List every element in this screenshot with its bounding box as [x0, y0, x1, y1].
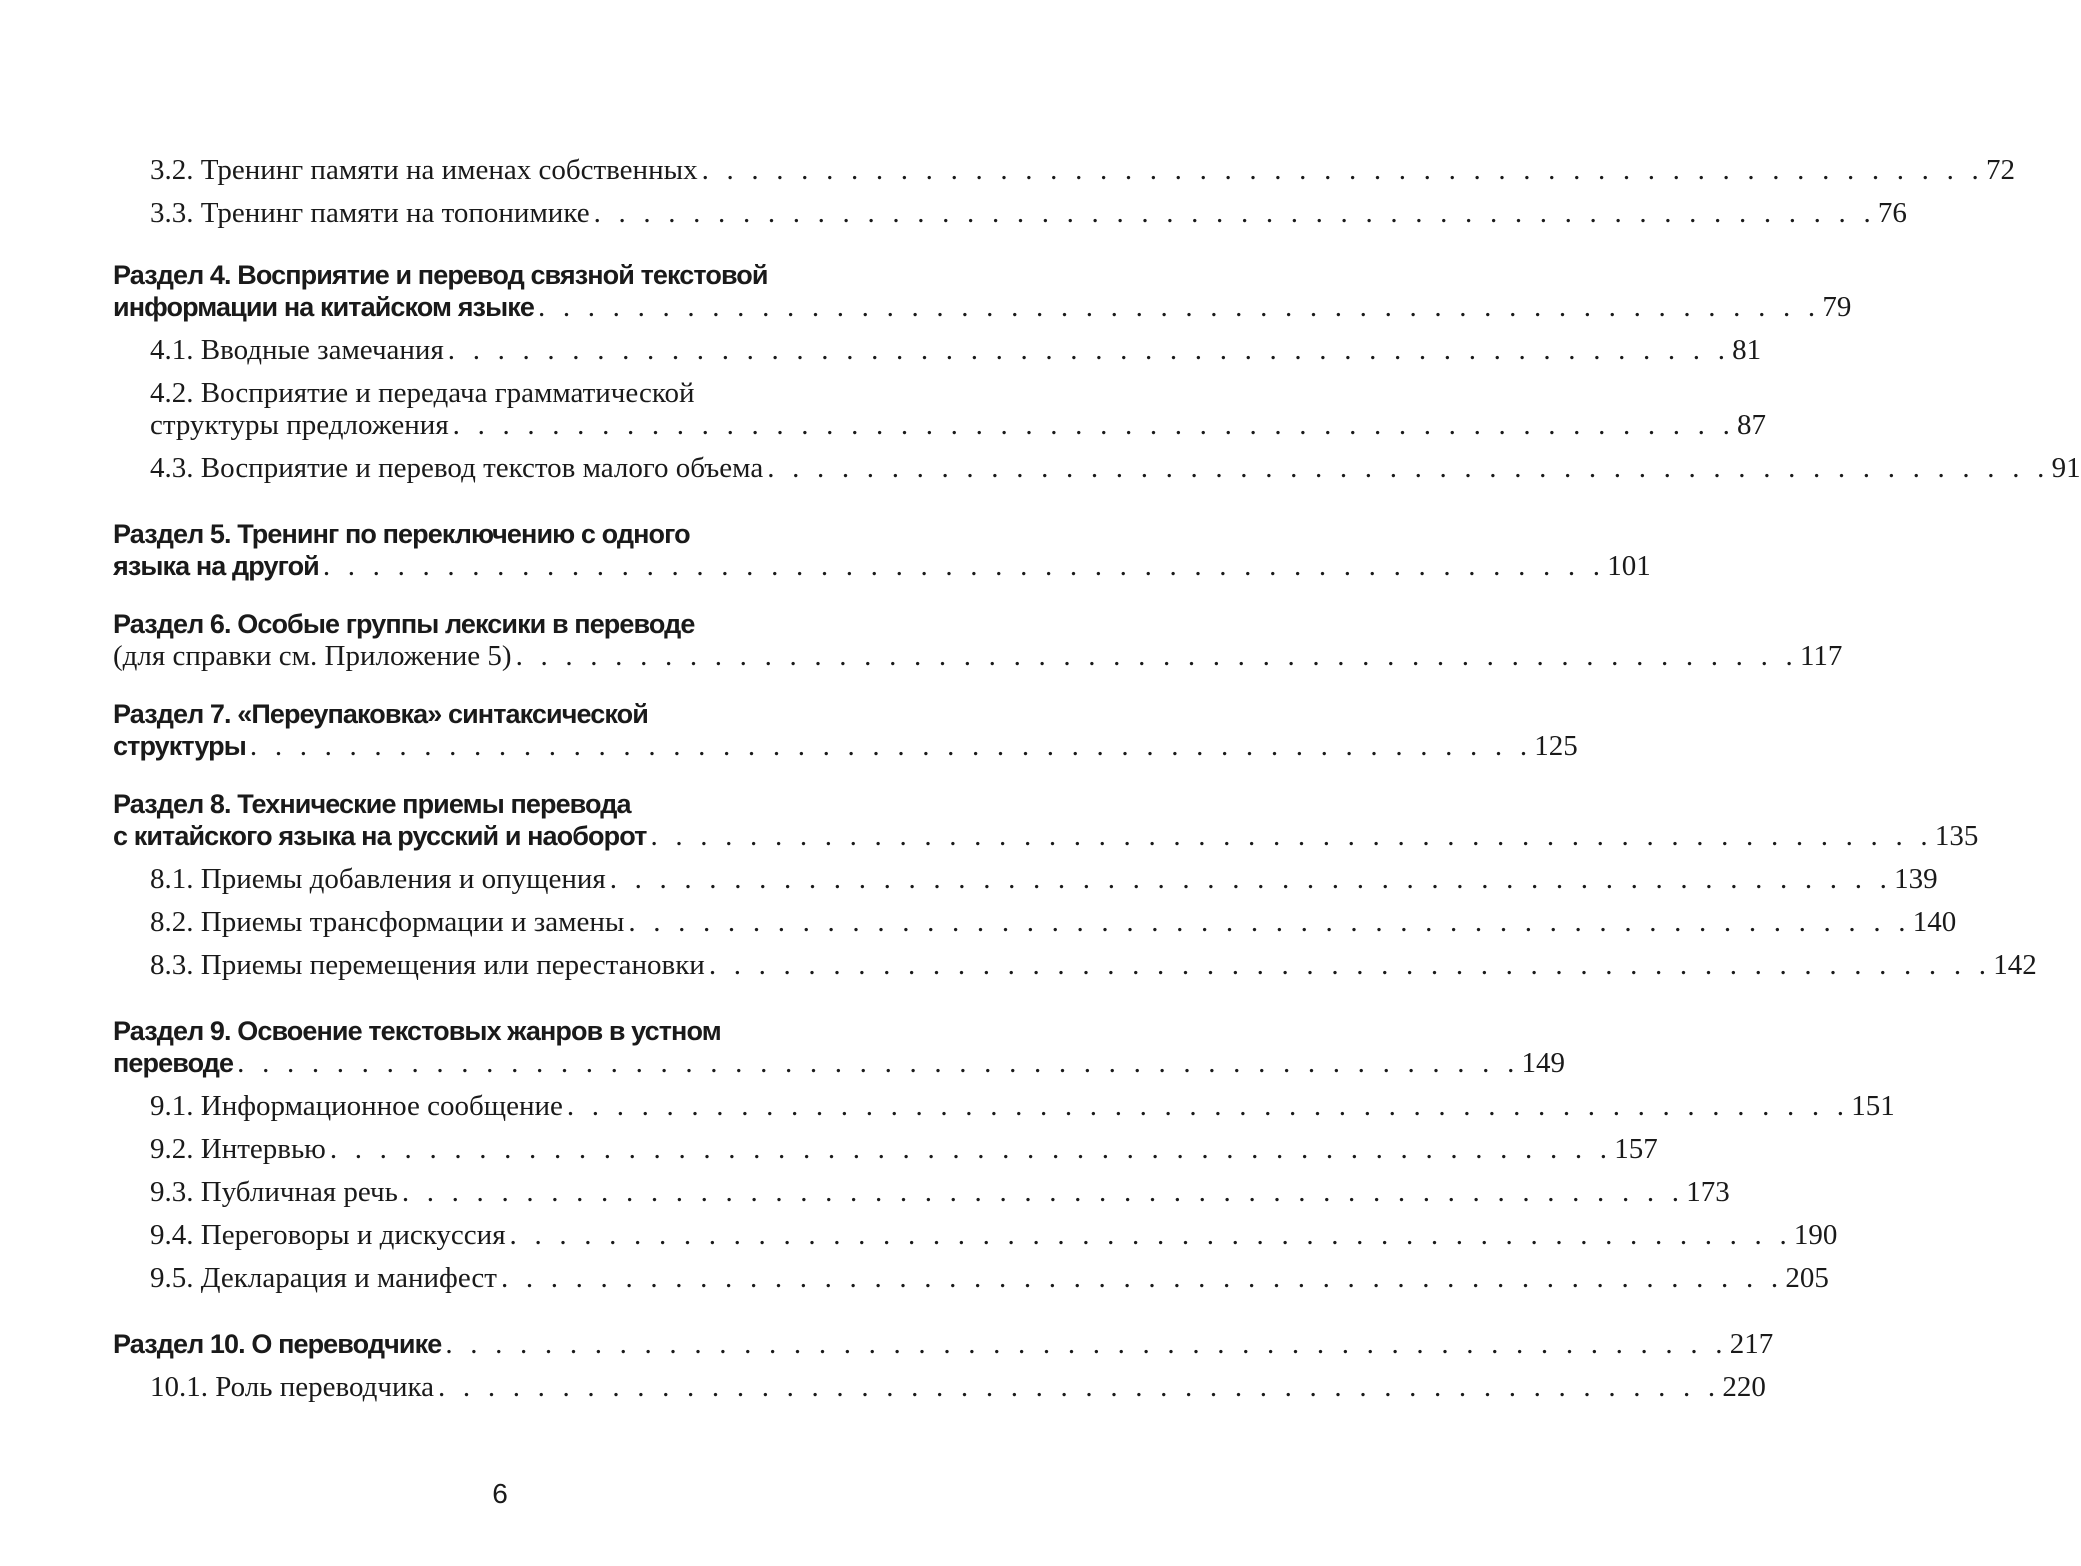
toc-entry-title: 8.2. Приемы трансформации и замены — [150, 906, 625, 938]
toc-entry-title: 9.3. Публичная речь — [150, 1176, 398, 1208]
toc-entry-4-2[interactable] — [150, 405, 1767, 445]
toc-entry-page: 142 — [1993, 949, 2037, 981]
toc-section-title: Раздел 8. Технические приемы перевода — [113, 789, 631, 819]
toc-entry-page: 125 — [1534, 730, 1578, 762]
toc-section-title-cont: с китайского языка на русский и наоборот — [113, 821, 647, 851]
toc-section-7[interactable] — [113, 726, 1578, 766]
toc-section-5[interactable] — [113, 546, 1651, 586]
toc-entry-9-5[interactable] — [150, 1258, 1829, 1298]
toc-section-4[interactable] — [113, 287, 1852, 327]
dot-leader: . . . . . . . . . . . . . . . . . . . . . . . . . . . . . . . . . . . . . . . . . . . . . . . . . . . . — [329, 1133, 1613, 1165]
toc-entry-9-1[interactable] — [150, 1086, 1895, 1126]
toc-entry-page: 101 — [1607, 550, 1651, 582]
toc-entry-8-3[interactable] — [150, 945, 2037, 985]
toc-entry-9-3[interactable] — [150, 1172, 1730, 1212]
toc-section-title-cont: информации на китайском языке — [113, 292, 534, 322]
toc-entry-page: 79 — [1822, 291, 1852, 323]
toc-section-title: Раздел 10. О переводчике — [113, 1329, 442, 1359]
toc-entry-3-2[interactable] — [150, 150, 2015, 190]
toc-entry-title: 4.2. Восприятие и передача грамматической — [150, 377, 695, 409]
toc-section-title: Раздел 9. Освоение текстовых жанров в устном — [113, 1016, 721, 1046]
toc-entry-title: 4.1. Вводные замечания — [150, 334, 444, 366]
dot-leader: . . . . . . . . . . . . . . . . . . . . . . . . . . . . . . . . . . . . . . . . . . . . . . . . . . . . — [537, 291, 1821, 323]
toc-entry-title: 9.1. Информационное сообщение — [150, 1090, 563, 1122]
dot-leader: . . . . . . . . . . . . . . . . . . . . . . . . . . . . . . . . . . . . . . . . . . . . . . . . . . . . — [628, 906, 1911, 938]
toc-entry-page: 149 — [1521, 1047, 1566, 1079]
toc-entry-page: 190 — [1793, 1219, 1838, 1251]
toc-entry-page: 91 — [2051, 452, 2081, 484]
toc-entry-page: 139 — [1894, 863, 1938, 895]
dot-leader: . . . . . . . . . . . . . . . . . . . . . . . . . . . . . . . . . . . . . . . . . . . . . . . . . . . . — [322, 550, 1606, 582]
dot-leader: . . . . . . . . . . . . . . . . . . . . . . . . . . . . . . . . . . . . . . . . . . . . . . . . . . . . — [249, 730, 1533, 762]
toc-section-title-cont: структуры — [113, 731, 246, 761]
toc-entry-3-3[interactable] — [150, 193, 1907, 233]
toc-entry-title: 9.5. Декларация и манифест — [150, 1262, 497, 1294]
toc-section-title-cont: (для справки см. Приложение 5) — [113, 640, 512, 672]
dot-leader: . . . . . . . . . . . . . . . . . . . . . . . . . . . . . . . . . . . . . . . . . . . . . . . . . . . . — [401, 1176, 1685, 1208]
toc-entry-title: 3.3. Тренинг памяти на топонимике — [150, 197, 590, 229]
dot-leader: . . . . . . . . . . . . . . . . . . . . . . . . . . . . . . . . . . . . . . . . . . . . . . . . . . . . — [438, 1371, 1721, 1403]
toc-entry-page: 135 — [1934, 820, 1979, 852]
toc-entry-title: 4.3. Восприятие и перевод текстов малого объема — [150, 452, 764, 484]
dot-leader: . . . . . . . . . . . . . . . . . . . . . . . . . . . . . . . . . . . . . . . . . . . . . . . . . . . . — [708, 949, 1992, 981]
dot-leader: . . . . . . . . . . . . . . . . . . . . . . . . . . . . . . . . . . . . . . . . . . . . . . . . . . . . — [509, 1219, 1792, 1251]
toc-entry-page: 76 — [1877, 197, 1907, 229]
toc-section-title-cont: переводе — [113, 1048, 234, 1078]
toc-section-6[interactable] — [113, 636, 1843, 676]
toc-entry-9-4[interactable] — [150, 1215, 1838, 1255]
toc-entry-page: 151 — [1851, 1090, 1895, 1122]
dot-leader: . . . . . . . . . . . . . . . . . . . . . . . . . . . . . . . . . . . . . . . . . . . . . . . . . . . . — [650, 820, 1933, 852]
toc-entry-page: 157 — [1614, 1133, 1658, 1165]
dot-leader: . . . . . . . . . . . . . . . . . . . . . . . . . . . . . . . . . . . . . . . . . . . . . . . . . . . . — [593, 197, 1876, 229]
dot-leader: . . . . . . . . . . . . . . . . . . . . . . . . . . . . . . . . . . . . . . . . . . . . . . . . . . . . — [566, 1090, 1850, 1122]
toc-entry-8-1[interactable] — [150, 859, 1938, 899]
toc-entry-title: 8.3. Приемы перемещения или перестановки — [150, 949, 705, 981]
page-number: 6 — [492, 1478, 508, 1509]
toc-entry-title: 9.2. Интервью — [150, 1133, 326, 1165]
toc-section-title: Раздел 7. «Переупаковка» синтаксической — [113, 699, 648, 729]
toc-section-title: Раздел 4. Восприятие и перевод связной текстовой — [113, 260, 768, 290]
dot-leader: . . . . . . . . . . . . . . . . . . . . . . . . . . . . . . . . . . . . . . . . . . . . . . . . . . . . — [237, 1047, 1520, 1079]
toc-section-10[interactable] — [113, 1324, 1774, 1364]
toc-entry-page: 173 — [1686, 1176, 1730, 1208]
toc-entry-page: 217 — [1729, 1328, 1774, 1360]
toc-entry-9-2[interactable] — [150, 1129, 1658, 1169]
toc-entry-title-cont: структуры предложения — [150, 409, 449, 441]
dot-leader: . . . . . . . . . . . . . . . . . . . . . . . . . . . . . . . . . . . . . . . . . . . . . . . . . . . . — [445, 1328, 1728, 1360]
toc-entry-title: 3.2. Тренинг памяти на именах собственных — [150, 154, 698, 186]
dot-leader: . . . . . . . . . . . . . . . . . . . . . . . . . . . . . . . . . . . . . . . . . . . . . . . . . . . . — [452, 409, 1736, 441]
toc-entry-page: 205 — [1785, 1262, 1829, 1294]
toc-entry-title: 10.1. Роль переводчика — [150, 1371, 435, 1403]
toc-entry-page: 117 — [1799, 640, 1843, 672]
dot-leader: . . . . . . . . . . . . . . . . . . . . . . . . . . . . . . . . . . . . . . . . . . . . . . . . . . . . — [447, 334, 1731, 366]
dot-leader: . . . . . . . . . . . . . . . . . . . . . . . . . . . . . . . . . . . . . . . . . . . . . . . . . . . . — [767, 452, 2050, 484]
dot-leader: . . . . . . . . . . . . . . . . . . . . . . . . . . . . . . . . . . . . . . . . . . . . . . . . . . . . — [515, 640, 1798, 672]
toc-entry-page: 220 — [1722, 1371, 1766, 1403]
dot-leader: . . . . . . . . . . . . . . . . . . . . . . . . . . . . . . . . . . . . . . . . . . . . . . . . . . . . — [701, 154, 1984, 186]
toc-entry-10-1[interactable] — [150, 1367, 1766, 1407]
toc-entry-page: 87 — [1737, 409, 1767, 441]
dot-leader: . . . . . . . . . . . . . . . . . . . . . . . . . . . . . . . . . . . . . . . . . . . . . . . . . . . . — [609, 863, 1893, 895]
toc-entry-title: 9.4. Переговоры и дискуссия — [150, 1219, 506, 1251]
toc-section-8[interactable] — [113, 816, 1979, 856]
toc-entry-page: 81 — [1732, 334, 1762, 366]
dot-leader: . . . . . . . . . . . . . . . . . . . . . . . . . . . . . . . . . . . . . . . . . . . . . . . . . . . . — [500, 1262, 1784, 1294]
toc-section-title-cont: языка на другой — [113, 551, 319, 581]
toc-entry-page: 140 — [1912, 906, 1957, 938]
toc-section-title: Раздел 6. Особые группы лексики в переводе — [113, 609, 695, 639]
toc-entry-title: 8.1. Приемы добавления и опущения — [150, 863, 606, 895]
toc-entry-8-2[interactable] — [150, 902, 1957, 942]
toc-section-title: Раздел 5. Тренинг по переключению с одного — [113, 519, 690, 549]
toc-entry-4-1[interactable] — [150, 330, 1762, 370]
toc-entry-page: 72 — [1985, 154, 2015, 186]
toc-entry-4-3[interactable] — [150, 448, 2081, 488]
toc-section-9[interactable] — [113, 1043, 1566, 1083]
